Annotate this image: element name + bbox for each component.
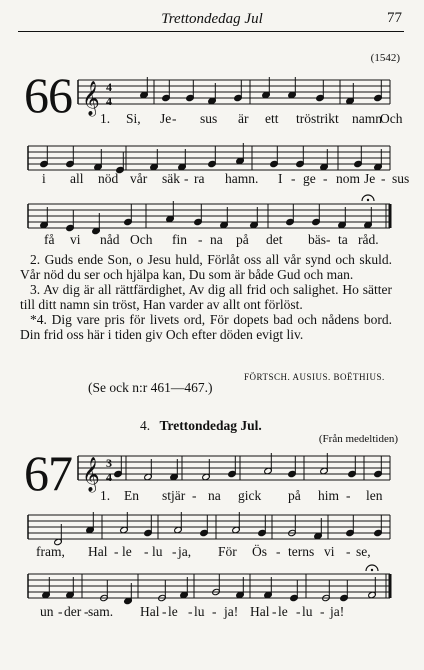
lyric-syllable: vi — [324, 544, 335, 559]
header-rule — [18, 31, 404, 32]
section-heading — [140, 418, 262, 434]
verse-2: 2. Guds ende Son, o Jesu huld, Förlåt oss all vår synd och skuld. Vår nöd du ser och hjälpa kan, Du som är både Gud och man. — [20, 252, 392, 282]
syllable-hyphen: - — [84, 604, 89, 619]
lyric-syllable: I — [278, 171, 283, 186]
lyric-syllable: ja! — [224, 604, 239, 619]
lyric-syllable: 1. — [100, 488, 111, 503]
fermata-dot — [367, 199, 369, 201]
page-number: 77 — [387, 10, 402, 26]
lyric-syllable: un — [40, 604, 54, 619]
lyric-syllable: le — [122, 544, 132, 559]
lyric-syllable: Si, — [126, 111, 141, 126]
syllable-hyphen: - — [172, 111, 177, 126]
lyric-syllable: nom — [336, 171, 361, 186]
lyric-syllable: ja! — [330, 604, 345, 619]
running-header-title: Trettondedag Jul — [161, 11, 263, 27]
lyric-syllable: vi — [70, 232, 81, 247]
syllable-hyphen: - — [381, 171, 386, 186]
hymn-67-number: 67 — [24, 445, 72, 501]
lyric-syllable: på — [288, 488, 301, 503]
time-signature-top: 4 — [106, 80, 112, 94]
hymn-67-lyric-line-3 — [18, 604, 404, 620]
syllable-hyphen: - — [272, 604, 277, 619]
hymn-66-verses — [20, 252, 392, 342]
verse-3: 3. Av dig är all rättfärdighet, Av dig all frid och salighet. Ho sätter till ditt namn sin tröst, Han varder av allt ont förlöst. — [20, 282, 392, 312]
lyric-syllable: Ös — [252, 544, 268, 559]
lyric-syllable: För — [218, 544, 237, 559]
syllable-hyphen: - — [58, 604, 63, 619]
section-title: Trettondedag Jul. — [159, 418, 262, 433]
lyric-syllable: råd. — [358, 232, 379, 247]
lyric-syllable: nöd — [98, 171, 119, 186]
lyric-syllable: tröstrikt — [296, 111, 339, 126]
lyric-syllable: det — [266, 232, 283, 247]
syllable-hyphen: - — [144, 544, 149, 559]
lyric-syllable: namn — [352, 111, 382, 126]
lyric-syllable: Je — [160, 111, 172, 126]
lyric-syllable: sus — [392, 171, 410, 186]
section-number: 4. — [140, 418, 151, 433]
lyric-syllable: Hal — [140, 604, 160, 619]
lyric-syllable: se, — [356, 544, 371, 559]
hymn-66-lyric-line-1 — [18, 111, 404, 127]
hymn-67-lyric-line-2 — [18, 544, 404, 560]
lyric-syllable: sam. — [88, 604, 114, 619]
time-signature-bottom: 4 — [106, 94, 112, 108]
verse-4: *4. Dig vare pris för livets ord, För dopets bad och nådens bord. Din frid oss här i tiden giv Och efter döden evigt liv. — [20, 312, 392, 342]
hymn-66-staff-1 — [78, 72, 392, 116]
lyric-syllable: är — [238, 111, 249, 126]
syllable-hyphen: - — [346, 544, 351, 559]
hymn-66-staff-3 — [28, 196, 392, 236]
syllable-hyphen: - — [162, 604, 167, 619]
lyric-syllable: Hal — [250, 604, 270, 619]
lyric-syllable: stjär — [162, 488, 186, 503]
lyric-syllable: le — [278, 604, 288, 619]
lyric-syllable: der — [64, 604, 82, 619]
syllable-hyphen: - — [320, 604, 325, 619]
lyric-syllable: him — [318, 488, 340, 503]
lyric-syllable: lu — [302, 604, 313, 619]
syllable-hyphen: - — [184, 171, 189, 186]
hymn-67-staff-3 — [28, 566, 392, 606]
lyric-syllable: fin — [172, 232, 187, 247]
lyric-syllable: Hal — [88, 544, 108, 559]
lyric-syllable: le — [168, 604, 178, 619]
lyric-syllable: 1. — [100, 111, 111, 126]
lyric-syllable: sus — [200, 111, 218, 126]
hymn-67-staff-1 — [78, 448, 392, 492]
lyric-syllable: ja, — [178, 544, 192, 559]
lyric-syllable: na — [208, 488, 221, 503]
lyric-syllable: vår — [130, 171, 148, 186]
syllable-hyphen: - — [346, 488, 351, 503]
lyric-syllable: fram, — [36, 544, 65, 559]
fermata-dot — [371, 569, 373, 571]
lyric-syllable: all — [70, 171, 84, 186]
hymn-66-lyric-line-3 — [18, 232, 404, 248]
syllable-hyphen: - — [326, 232, 331, 247]
time-signature-top: 3 — [106, 456, 112, 470]
hymn-67-source: (Från medeltiden) — [318, 433, 398, 445]
lyric-syllable: na — [210, 232, 223, 247]
hymn-66-number: 66 — [24, 67, 72, 123]
lyric-syllable: lu — [152, 544, 163, 559]
lyric-syllable: Je — [364, 171, 376, 186]
lyric-syllable: ge — [303, 171, 316, 186]
syllable-hyphen: - — [192, 488, 197, 503]
syllable-hyphen: - — [291, 171, 296, 186]
lyric-syllable: gick — [238, 488, 262, 503]
syllable-hyphen: - — [188, 604, 193, 619]
lyric-syllable: terns — [288, 544, 315, 559]
lyric-syllable: lu — [194, 604, 205, 619]
syllable-hyphen: - — [198, 232, 203, 247]
treble-clef-icon: 𝄞 — [82, 457, 100, 492]
syllable-hyphen: - — [276, 544, 281, 559]
hymn-66-lyric-line-2 — [18, 171, 410, 187]
lyric-syllable: bäs — [308, 232, 326, 247]
lyric-syllable: ta — [338, 232, 348, 247]
syllable-hyphen: - — [114, 544, 119, 559]
lyric-syllable: få — [44, 232, 55, 247]
lyric-syllable: Och — [380, 111, 403, 126]
lyric-syllable: Och — [130, 232, 153, 247]
lyric-syllable: ett — [265, 111, 279, 126]
syllable-hyphen: - — [296, 604, 301, 619]
lyric-syllable: säk — [162, 171, 180, 186]
hymn-66-see-also: (Se ock n:r 461—467.) — [88, 380, 213, 395]
hymn-66-authors: FÖRTSCH. AUSIUS. BOËTHIUS. — [244, 372, 385, 382]
lyric-syllable: i — [42, 171, 46, 186]
syllable-hyphen: - — [212, 604, 217, 619]
lyric-syllable: ra — [194, 171, 205, 186]
syllable-hyphen: - — [323, 171, 328, 186]
syllable-hyphen: - — [172, 544, 177, 559]
lyric-syllable: En — [124, 488, 139, 503]
treble-clef-icon: 𝄞 — [82, 81, 100, 116]
lyric-syllable: len — [366, 488, 383, 503]
lyric-syllable: på — [236, 232, 249, 247]
hymn-67-lyric-line-1 — [18, 488, 404, 504]
hymn-67-staff-2 — [28, 507, 392, 547]
lyric-syllable: nåd — [100, 232, 120, 247]
hymn-66-source: (1542) — [370, 52, 400, 64]
time-signature-bottom: 4 — [106, 470, 112, 484]
lyric-syllable: hamn. — [225, 171, 259, 186]
